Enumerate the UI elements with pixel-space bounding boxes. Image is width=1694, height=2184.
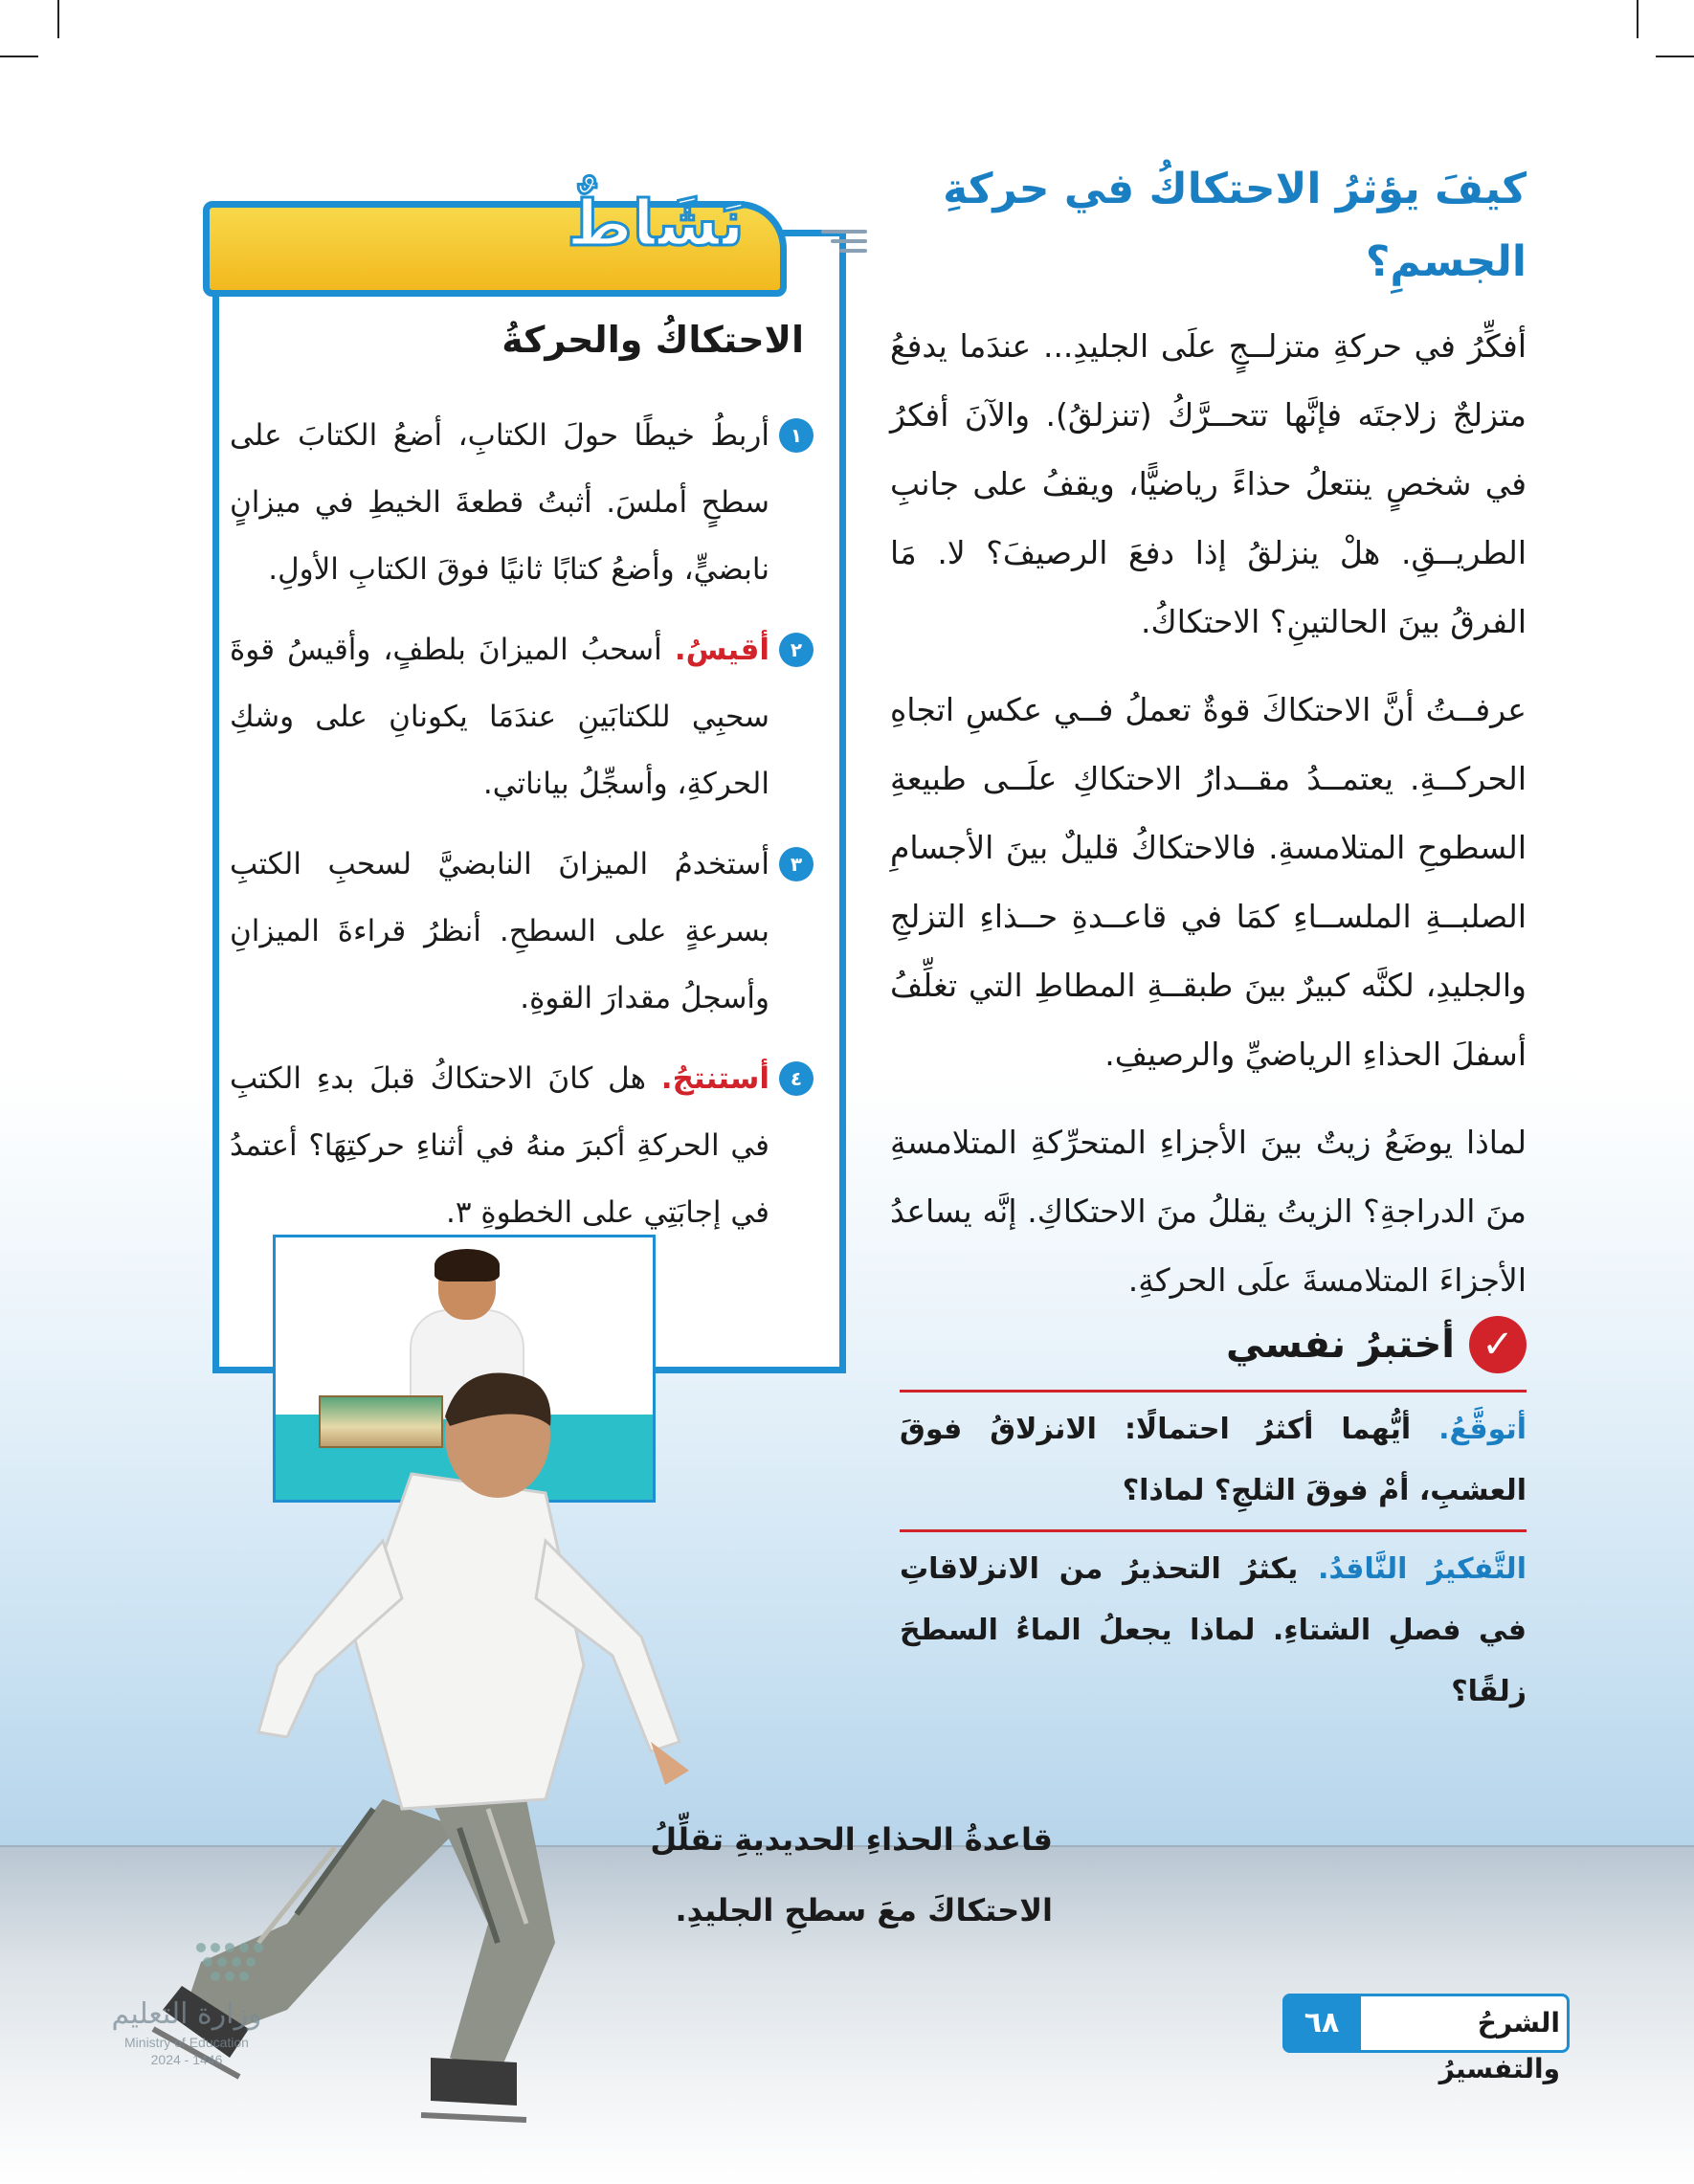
ministry-name-arabic: وزارة التعليم <box>111 1997 262 2031</box>
step-number-badge: ٤ <box>779 1061 814 1096</box>
step-keyword: أستنتجُ. <box>660 1061 769 1096</box>
ministry-logo-icon <box>191 1938 268 1991</box>
activity-step-2 <box>230 616 814 817</box>
crop-mark <box>1637 0 1638 38</box>
activity-subtitle: الاحتكاكُ والحركةُ <box>502 319 804 361</box>
paragraph-3: لماذا يوضَعُ زيتٌ بينَ الأجزاءِ المتحرِّكةِ المتلامسةِ منَ الدراجةِ؟ الزيتُ يقللُ منَ الاحتكاكِ. إنَّه يساعدُ الأجزاءَ المتلامسةَ علَى الحركةِ. <box>890 1124 1527 1299</box>
paragraph-2: عرفــتُ أنَّ الاحتكاكَ قوةٌ تعملُ فــي عكسِ اتجاهِ الحركــةِ. يعتمــدُ مقــدارُ الاحتكاكِ علَــى طبيعةِ السطوحِ المتلامسةِ. فالاحتكاكُ قليلٌ بينَ الأجسامِ الصلبــةِ الملســاءِ كمَا في قاعــدةِ حــذاءِ التزلجِ والجليدِ، لكنَّه كبيرٌ بينَ طبقــةِ المطاطِ التي تغلِّفُ أسفلَ الحذاءِ الرياضيِّ والرصيفِ. <box>890 691 1527 1073</box>
crop-mark <box>0 56 38 57</box>
divider-red <box>900 1390 1527 1393</box>
question-keyword: أتوقَّعُ. <box>1438 1413 1527 1446</box>
photo-boy-hair <box>435 1249 500 1281</box>
ministry-watermark <box>91 1995 282 2068</box>
ministry-year: 2024 - 1446 <box>150 2052 223 2067</box>
ministry-name-english: Ministry of Education <box>124 2035 249 2050</box>
step-number-badge: ٢ <box>779 633 814 667</box>
activity-steps <box>230 402 814 1259</box>
page-number: ٦٨ <box>1282 1994 1361 2053</box>
checkmark-icon: ✓ <box>1469 1316 1527 1373</box>
section-heading: كيفَ يؤثرُ الاحتكاكُ في حركةِ الجسمِ؟ <box>943 165 1527 286</box>
activity-step-4 <box>230 1045 814 1246</box>
footer-section-label: الشرحُ والتفسيرُ <box>1438 2007 1560 2084</box>
question-text: أيُّهما أكثرُ احتمالًا: الانزلاقُ فوقَ العشبِ، أمْ فوقَ الثلجِ؟ لماذا؟ <box>900 1413 1527 1507</box>
divider-red <box>900 1529 1527 1532</box>
photo-caption: قاعدةُ الحذاءِ الحديديةِ تقلِّلُ الاحتكاكَ معَ سطحِ الجليدِ. <box>650 1821 1053 1928</box>
selftest-question-2 <box>900 1539 1527 1723</box>
step-text: أستخدمُ الميزانَ النابضيَّ لسحبِ الكتبِ بسرعةٍ على السطحِ. أنظرُ قراءةَ الميزانِ وأسجلُ مقدارَ القوةِ. <box>230 847 769 1015</box>
step-keyword: أقيسُ. <box>674 633 769 667</box>
crop-mark <box>1656 56 1694 57</box>
step-text: هل كانَ الاحتكاكُ قبلَ بدءِ الكتبِ في الحركةِ أكبرَ منهُ في أثناءِ حركتِهَا؟ أعتمدُ في إجابَتِي على الخطوةِ ٣. <box>230 1061 769 1230</box>
crop-mark <box>57 0 59 38</box>
step-number-badge: ١ <box>779 418 814 453</box>
selftest-question-1 <box>900 1399 1527 1522</box>
speed-lines-icon <box>821 230 867 258</box>
step-text: أربطُ خيطًا حولَ الكتابِ، أضعُ الكتابَ على سطحٍ أملسَ. أثبتُ قطعةَ الخيطِ في ميزانٍ نابضيٍّ، وأضعُ كتابًا ثانيًا فوقَ الكتابِ الأولِ. <box>230 418 769 587</box>
step-text: أسحبُ الميزانَ بلطفٍ، وأقيسُ قوةَ سحبِي للكتابَينِ عندَمَا يكونانِ على وشكِ الحركةِ، وأسجِّلُ بياناتي. <box>230 633 769 801</box>
activity-step-1 <box>230 402 814 603</box>
question-text: يكثرُ التحذيرُ من الانزلاقاتِ في فصلِ الشتاءِ. لماذا يجعلُ الماءُ السطحَ زلقًا؟ <box>900 1552 1527 1708</box>
main-column <box>890 153 1527 1315</box>
activity-tab-title: نَشَاطٌ <box>567 187 745 260</box>
activity-step-3 <box>230 831 814 1032</box>
paragraph-1: أفكِّرُ في حركةِ متزلــجٍ علَى الجليدِ... عندَما يدفعُ متزلجٌ زلاجتَه فإنَّها تتحــرَّكُ (تنزلقُ). والآنَ أفكرُ في شخصٍ ينتعلُ حذاءً رياضيًّا، ويقفُ على جانبِ الطريــقِ. هلْ ينزلقُ إذا دفعَ الرصيفَ؟ لا. مَا الفرقُ بينَ الحالتينِ؟ الاحتكاكُ. <box>890 327 1527 640</box>
question-keyword: التَّفكيرُ النَّاقدُ. <box>1318 1552 1527 1586</box>
selftest-title: أختبرُ نفسي <box>1226 1323 1455 1367</box>
step-number-badge: ٣ <box>779 847 814 881</box>
